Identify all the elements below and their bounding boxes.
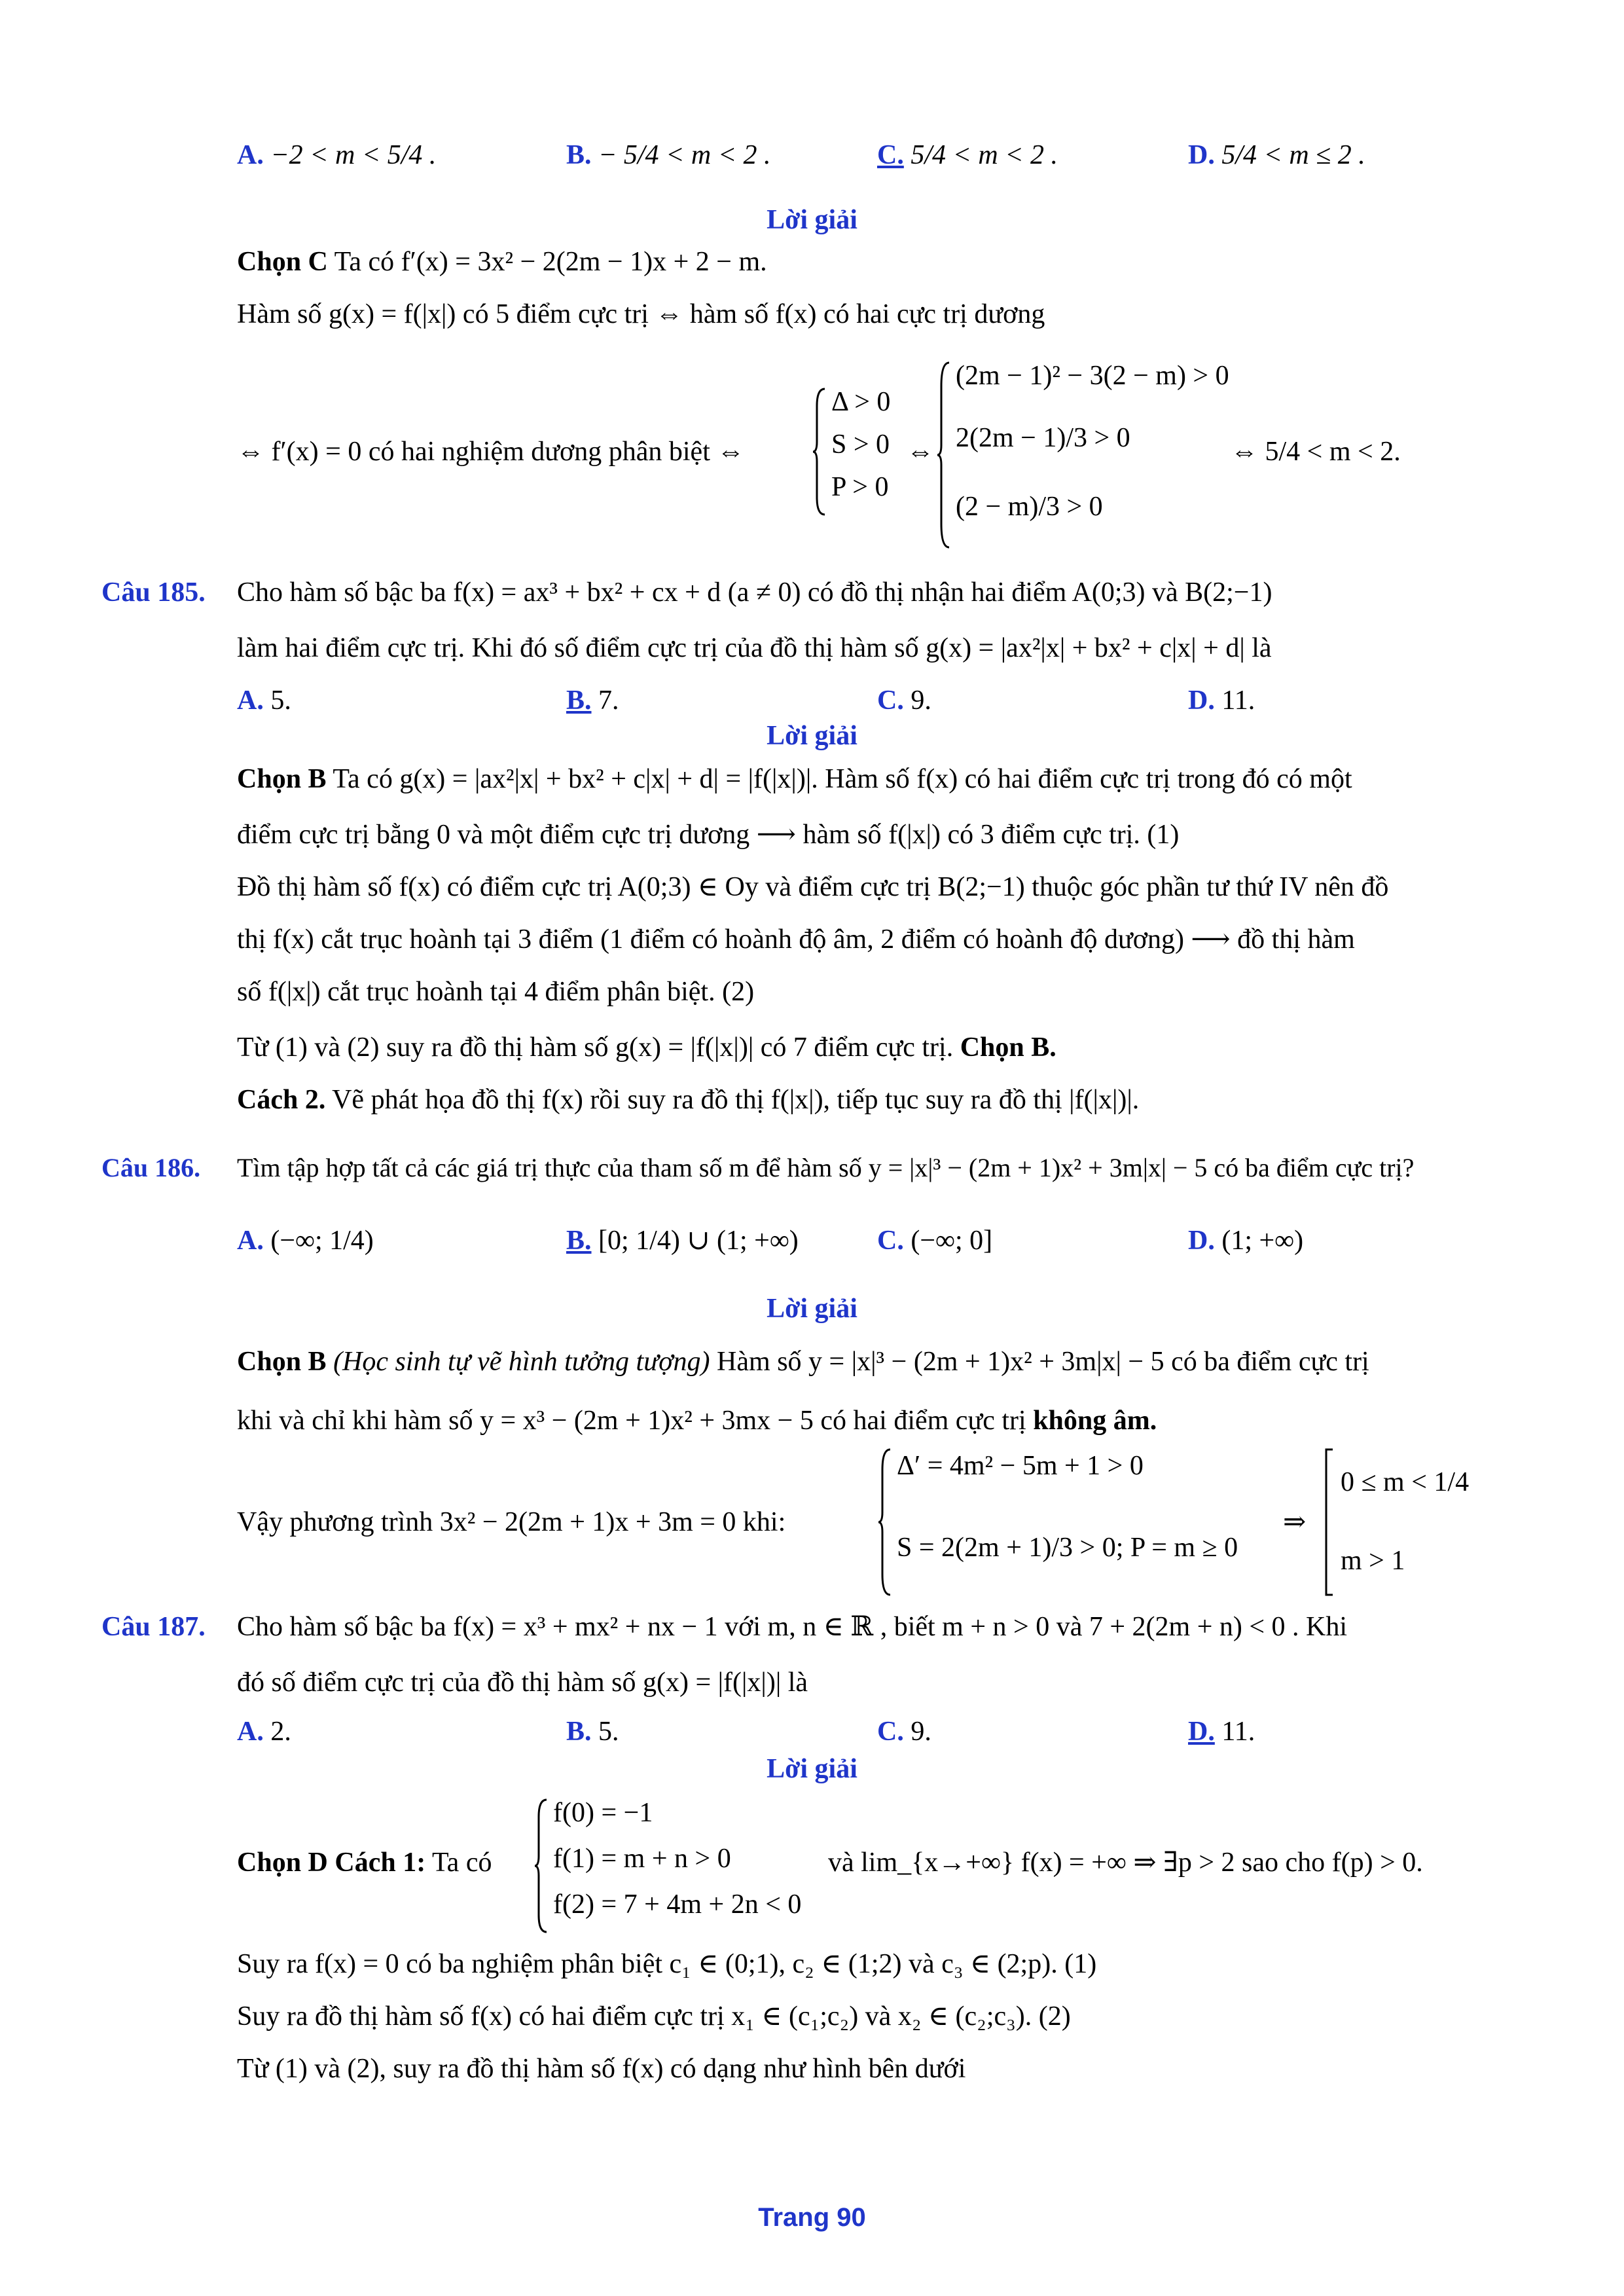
q185-sol-7 xyxy=(237,1084,1139,1116)
equiv-symbol: ⇔ xyxy=(907,437,934,467)
option-label: D. xyxy=(1188,1226,1215,1256)
implies-symbol: ⇒ xyxy=(1283,1507,1307,1537)
sys-row: (2m − 1)² − 3(2 − m) > 0 xyxy=(956,361,1229,391)
option-label: C. xyxy=(877,1717,904,1747)
option-label: B. xyxy=(566,1717,592,1747)
q184-sol-line1 xyxy=(237,246,767,278)
option-text: 5/4 < m < 2 . xyxy=(911,140,1058,170)
sol-text: Từ (1) và (2) suy ra đồ thị hàm số g(x) = |f(|x|)| có 7 điểm cực trị. xyxy=(237,1032,954,1063)
q187-option-c xyxy=(877,1715,931,1748)
option-text: (−∞; 0] xyxy=(911,1226,993,1256)
option-text: 9. xyxy=(911,685,931,716)
q187-sol-1b: và lim_{x→+∞} f(x) = +∞ ⇒ ∃p > 2 sao cho f(p) > 0. xyxy=(828,1848,1423,1878)
option-text: 7. xyxy=(598,685,619,716)
q187-option-a xyxy=(237,1715,291,1748)
q187-line1: Cho hàm số bậc ba f(x) = x³ + mx² + nx − 1 với m, n ∈ ℝ , biết m + n > 0 và 7 + 2(2m + n) < 0 . Khi xyxy=(237,1612,1348,1642)
q184-sol-line3b: ⇔ 5/4 < m < 2. xyxy=(1231,437,1401,467)
option-label: D. xyxy=(1188,140,1215,170)
q186-option-a xyxy=(237,1224,374,1257)
q187-sol-3: Suy ra đồ thị hàm số f(x) có hai điểm cực trị x₁ ∈ (c₁;c₂) và x₂ ∈ (c₂;c₃). (2) xyxy=(237,2001,1071,2032)
q186-label: Câu 186. xyxy=(101,1153,201,1182)
option-text: − 5/4 < m < 2 . xyxy=(598,140,771,170)
option-label: B. xyxy=(566,685,592,716)
q185-line1: Cho hàm số bậc ba f(x) = ax³ + bx² + cx + d (a ≠ 0) có đồ thị nhận hai điểm A(0;3) và B(2;−1) xyxy=(237,577,1272,608)
q184-option-b xyxy=(566,139,771,172)
option-text: 2. xyxy=(270,1717,291,1747)
q185-option-a xyxy=(237,684,291,717)
sys-row: m > 1 xyxy=(1341,1546,1405,1576)
choice-bold: Chọn D Cách 1: xyxy=(237,1848,426,1878)
q184-option-c xyxy=(877,139,1058,172)
q186-option-d xyxy=(1188,1224,1303,1257)
q184-option-a xyxy=(237,139,436,172)
option-text: 5/4 < m ≤ 2 . xyxy=(1221,140,1365,170)
sys-row: f(2) = 7 + 4m + 2n < 0 xyxy=(553,1889,802,1920)
option-label: A. xyxy=(237,140,264,170)
sys-row: 2(2m − 1)/3 > 0 xyxy=(956,423,1130,453)
sys-row: (2 − m)/3 > 0 xyxy=(956,492,1103,522)
q187-option-b xyxy=(566,1715,619,1748)
sol-italic: (Học sinh tự vẽ hình tưởng tượng) xyxy=(333,1347,710,1377)
option-text: (1; +∞) xyxy=(1221,1226,1304,1256)
choice-bold: Chọn B xyxy=(237,1347,327,1377)
option-label: C. xyxy=(877,685,904,716)
left-brace-icon xyxy=(812,386,827,517)
method-bold: Cách 2. xyxy=(237,1085,326,1115)
q184-solution-title: Lời giải xyxy=(767,205,857,235)
q186-sol-1 xyxy=(237,1345,1369,1378)
q186-option-b xyxy=(566,1224,799,1257)
choice-bold: Chọn C xyxy=(237,247,328,277)
q187-sol-1 xyxy=(237,1846,492,1879)
q187-label: Câu 187. xyxy=(101,1612,206,1642)
sys-row: S = 2(2m + 1)/3 > 0; P = m ≥ 0 xyxy=(897,1533,1238,1563)
option-text: −2 < m < 5/4 . xyxy=(270,140,437,170)
sys-row: 0 ≤ m < 1/4 xyxy=(1341,1467,1470,1497)
choice-bold: Chọn B. xyxy=(960,1032,1056,1063)
option-text: 11. xyxy=(1221,685,1255,716)
q185-sol-1 xyxy=(237,763,1352,795)
q185-option-d xyxy=(1188,684,1255,717)
q185-sol-6 xyxy=(237,1031,1056,1064)
page-number: Trang 90 xyxy=(758,2203,866,2232)
q186-solution-title: Lời giải xyxy=(767,1294,857,1324)
q187-option-d xyxy=(1188,1715,1255,1748)
option-text: 9. xyxy=(911,1717,931,1747)
choice-bold: Chọn B xyxy=(237,764,327,794)
option-label: C. xyxy=(877,1226,904,1256)
option-label: D. xyxy=(1188,685,1215,716)
sol-text: Hàm số y = |x|³ − (2m + 1)x² + 3m|x| − 5 có ba điểm cực trị xyxy=(717,1347,1369,1377)
sys-row: S > 0 xyxy=(831,429,890,460)
option-text: 5. xyxy=(270,685,291,716)
option-text: (−∞; 1/4) xyxy=(270,1226,374,1256)
option-text: 5. xyxy=(598,1717,619,1747)
q186-sol-3: Vậy phương trình 3x² − 2(2m + 1)x + 3m = 0 khi: xyxy=(237,1507,786,1537)
option-label: B. xyxy=(566,1226,592,1256)
q187-solution-title: Lời giải xyxy=(767,1754,857,1784)
sys-row: f(0) = −1 xyxy=(553,1798,653,1828)
left-bracket-icon xyxy=(1322,1447,1335,1597)
left-brace-icon xyxy=(877,1447,893,1597)
q184-option-d xyxy=(1188,139,1365,172)
q184-sol-line2: Hàm số g(x) = f(|x|) có 5 điểm cực trị ⇔ hàm số f(x) có hai cực trị dương xyxy=(237,299,1045,329)
left-brace-icon xyxy=(936,360,952,550)
option-label: D. xyxy=(1188,1717,1215,1747)
sol-text: Ta có g(x) = |ax²|x| + bx² + c|x| + d| = |f(|x|)|. Hàm số f(x) có hai điểm cực trị trong đó có một xyxy=(333,764,1352,794)
sol-text: khi và chỉ khi hàm số y = x³ − (2m + 1)x² + 3mx − 5 có hai điểm cực trị xyxy=(237,1406,1026,1436)
q186-sol-2 xyxy=(237,1404,1157,1437)
q185-label: Câu 185. xyxy=(101,577,206,608)
q185-sol-5: số f(|x|) cắt trục hoành tại 4 điểm phân biệt. (2) xyxy=(237,977,755,1007)
option-label: A. xyxy=(237,685,264,716)
q185-line2: làm hai điểm cực trị. Khi đó số điểm cực trị của đồ thị hàm số g(x) = |ax²|x| + bx² + c|x| + d| là xyxy=(237,633,1272,663)
q186-line1: Tìm tập hợp tất cả các giá trị thực của tham số m để hàm số y = |x|³ − (2m + 1)x² + 3m|x| − 5 có ba điểm cực trị? xyxy=(237,1153,1415,1182)
option-label: B. xyxy=(566,140,592,170)
option-text: 11. xyxy=(1221,1717,1255,1747)
q184-sol-line3a: ⇔ f′(x) = 0 có hai nghiệm dương phân biệt ⇔ xyxy=(237,437,745,467)
q185-sol-2: điểm cực trị bằng 0 và một điểm cực trị dương ⟶ hàm số f(|x|) có 3 điểm cực trị. (1) xyxy=(237,820,1180,850)
q187-line2: đó số điểm cực trị của đồ thị hàm số g(x) = |f(|x|)| là xyxy=(237,1667,808,1698)
sol-text: Vẽ phát họa đồ thị f(x) rồi suy ra đồ thị f(|x|), tiếp tục suy ra đồ thị |f(|x|)|. xyxy=(332,1085,1140,1115)
q185-option-b xyxy=(566,684,619,717)
q187-sol-4: Từ (1) và (2), suy ra đồ thị hàm số f(x) có dạng như hình bên dưới xyxy=(237,2054,966,2084)
sys-row: P > 0 xyxy=(831,472,889,502)
option-label: C. xyxy=(877,140,904,170)
q187-sol-2: Suy ra f(x) = 0 có ba nghiệm phân biệt c₁ ∈ (0;1), c₂ ∈ (1;2) và c₃ ∈ (2;p). (1) xyxy=(237,1949,1097,1979)
left-brace-icon xyxy=(533,1797,549,1935)
sol-text: Ta có xyxy=(431,1848,492,1878)
q185-sol-3: Đồ thị hàm số f(x) có điểm cực trị A(0;3) ∈ Oy và điểm cực trị B(2;−1) thuộc góc phần tư thứ IV nên đồ xyxy=(237,872,1389,902)
option-label: A. xyxy=(237,1226,264,1256)
q186-option-c xyxy=(877,1224,992,1257)
q185-option-c xyxy=(877,684,931,717)
sys-row: f(1) = m + n > 0 xyxy=(553,1844,731,1874)
option-text: [0; 1/4) ∪ (1; +∞) xyxy=(598,1226,799,1256)
sol-bold: không âm. xyxy=(1033,1406,1157,1436)
sys-row: Δ > 0 xyxy=(831,387,891,417)
q185-sol-4: thị f(x) cắt trục hoành tại 3 điểm (1 điểm có hoành độ âm, 2 điểm có hoành độ dương) ⟶ đồ thị hàm xyxy=(237,924,1355,955)
q185-solution-title: Lời giải xyxy=(767,721,857,751)
option-label: A. xyxy=(237,1717,264,1747)
sys-row: Δ′ = 4m² − 5m + 1 > 0 xyxy=(897,1451,1144,1481)
sol-text: Ta có f′(x) = 3x² − 2(2m − 1)x + 2 − m. xyxy=(334,247,767,277)
